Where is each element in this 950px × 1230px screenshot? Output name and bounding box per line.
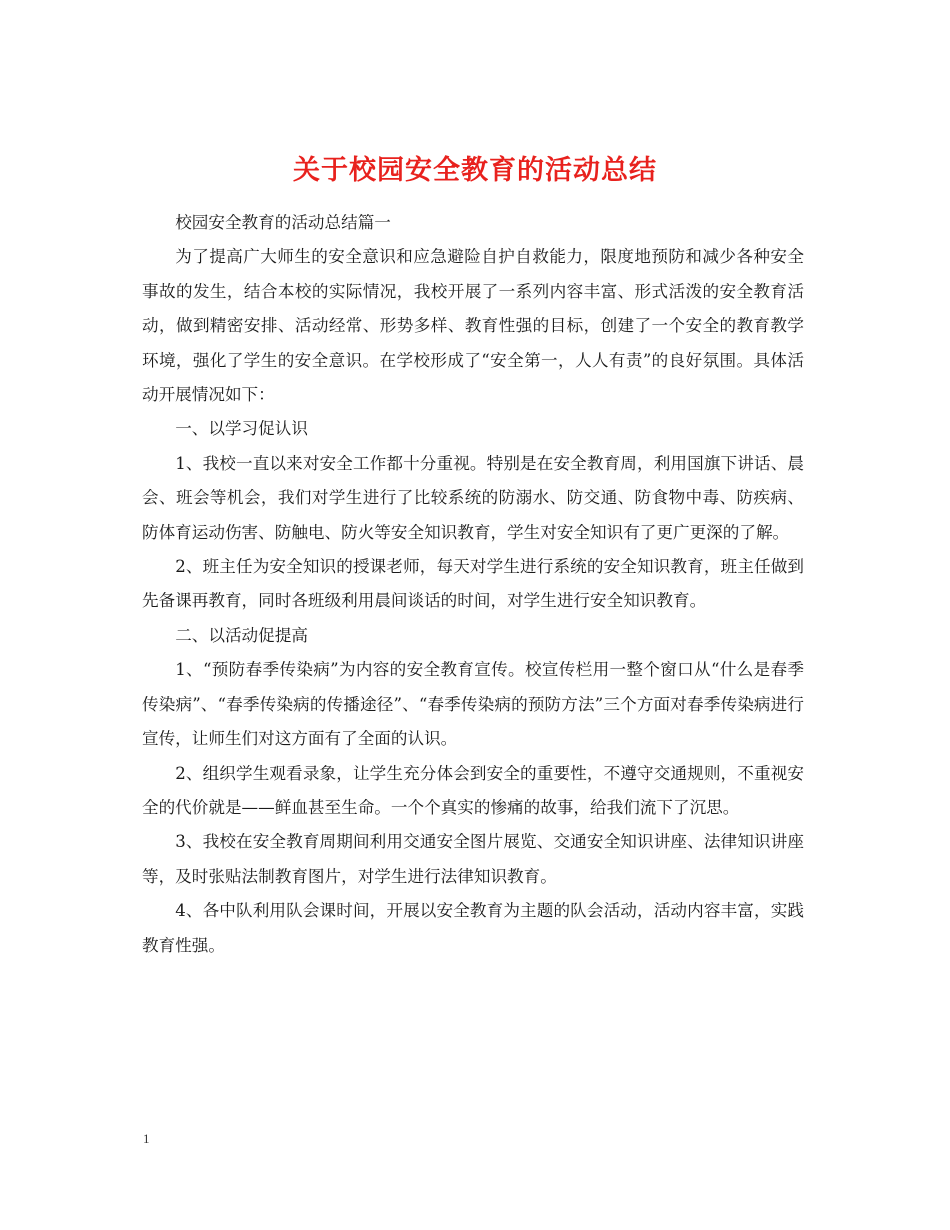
- paragraph: 为了提高广大师生的安全意识和应急避险自护自救能力，限度地预防和减少各种安全事故的发生，结合本校的实际情况，我校开展了一系列内容丰富、形式活泼的安全教育活动，做到精密安排、活动经常、形势多样、教育性强的目标，创建了一个安全的教育教学环境，强化了学生的安全意识。在学校形成了“安全第一，人人有责”的良好氛围。具体活动开展情况如下：: [142, 247, 804, 405]
- paragraph: 2、班主任为安全知识的授课老师，每天对学生进行系统的安全知识教育，班主任做到先备课再教育，同时各班级利用晨间谈话的时间，对学生进行安全知识教育。: [142, 557, 804, 611]
- document-body: [142, 206, 804, 963]
- page-number: 1: [143, 1131, 150, 1146]
- paragraph: 4、各中队利用队会课时间，开展以安全教育为主题的队会活动，活动内容丰富，实践教育性强。: [142, 901, 804, 955]
- section-heading: 二、以活动促提高: [175, 625, 308, 645]
- paragraph: 2、组织学生观看录象，让学生充分体会到安全的重要性，不遵守交通规则，不重视安全的代价就是——鲜血甚至生命。一个个真实的惨痛的故事，给我们流下了沉思。: [142, 763, 804, 817]
- paragraph: 3、我校在安全教育周期间利用交通安全图片展览、交通安全知识讲座、法律知识讲座等，及时张贴法制教育图片，对学生进行法律知识教育。: [142, 832, 804, 886]
- document-title: 关于校园安全教育的活动总结: [293, 155, 657, 187]
- paragraph: 1、“预防春季传染病”为内容的安全教育宣传。校宣传栏用一整个窗口从“什么是春季传染病”、“春季传染病的传播途径”、“春季传染病的预防方法”三个方面对春季传染病进行宣传，让师生们对这方面有了全面的认识。: [142, 660, 804, 749]
- section-heading: 一、以学习促认识: [175, 419, 308, 439]
- paragraph: 1、我校一直以来对安全工作都十分重视。特别是在安全教育周，利用国旗下讲话、晨会、班会等机会，我们对学生进行了比较系统的防溺水、防交通、防食物中毒、防疾病、防体育运动伤害、防触电、防火等安全知识教育，学生对安全知识有了更广更深的了解。: [142, 453, 804, 542]
- section-heading: 校园安全教育的活动总结篇一: [175, 213, 391, 232]
